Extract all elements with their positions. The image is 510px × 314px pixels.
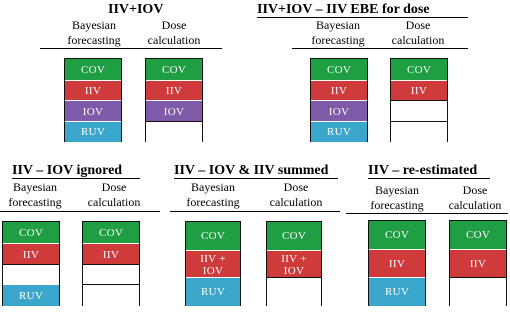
empty-block (391, 100, 447, 122)
ruv-block: RUV (186, 277, 240, 306)
iiv-block: IIV (311, 80, 367, 101)
col2-header-line2: calculation (269, 195, 323, 209)
bayesian-forecasting-stack (185, 221, 241, 306)
col2-header-line1: Dose (283, 180, 309, 194)
iiv-block: IIV (65, 80, 121, 101)
empty-block (450, 277, 506, 306)
dose-calculation-stack (82, 221, 140, 306)
iov-block: IOV (146, 100, 202, 122)
cov-block: COV (3, 222, 59, 243)
col1-header-line1: Bayesian (375, 183, 419, 197)
col1-header-line2: forecasting (186, 195, 240, 209)
col1-header-line2: forecasting (370, 198, 424, 212)
cov-block: COV (369, 221, 425, 249)
col2-header-line2: calculation (391, 33, 445, 47)
col2-header-line1: Dose (161, 18, 187, 32)
empty-block (83, 284, 139, 306)
iiv-block: IIV (369, 249, 425, 278)
iiv-block: IIV + IOV (267, 250, 321, 278)
empty-block (391, 121, 447, 142)
iiv-block: IIV (83, 243, 139, 265)
ruv-block: RUV (3, 284, 59, 306)
col2-header-line1: Dose (405, 18, 431, 32)
col1-header-line1: Bayesian (72, 18, 116, 32)
panel-title: IIV – re-estimated (368, 163, 478, 178)
cov-block: COV (450, 221, 506, 249)
col2-header-line2: calculation (448, 198, 502, 212)
col2-header-line1: Dose (101, 180, 127, 194)
col1-header-line1: Bayesian (13, 180, 57, 194)
dose-calculation-stack (390, 58, 448, 142)
iov-block: IOV (311, 100, 367, 122)
empty-block (83, 264, 139, 285)
title-underline (12, 178, 140, 179)
header-underline (346, 213, 508, 214)
col2-header-line2: calculation (147, 33, 201, 47)
cov-block: COV (146, 59, 202, 80)
iiv-block: IIV (3, 243, 59, 265)
col2-header-line2: calculation (87, 195, 141, 209)
empty-block (267, 277, 321, 306)
iiv-block: IIV + IOV (186, 250, 240, 278)
col1-header-line1: Bayesian (316, 18, 360, 32)
ruv-block: RUV (65, 121, 121, 142)
panel-title: IIV+IOV – IIV EBE for dose (257, 2, 430, 17)
dose-calculation-stack (266, 221, 322, 306)
cov-block: COV (391, 59, 447, 80)
ruv-block: RUV (311, 121, 367, 142)
bayesian-forecasting-stack (64, 58, 122, 142)
iiv-block: IIV (450, 249, 506, 278)
iiv-block: IIV (146, 80, 202, 101)
cov-block: COV (83, 222, 139, 243)
panel-title: IIV – IOV ignored (12, 163, 123, 178)
bayesian-forecasting-stack (310, 58, 368, 142)
title-underline (257, 17, 468, 18)
header-underline (170, 211, 340, 212)
title-underline (368, 178, 490, 179)
col1-header-line1: Bayesian (191, 180, 235, 194)
dose-calculation-stack (145, 58, 203, 142)
bayesian-forecasting-stack (2, 221, 60, 306)
iov-block: IOV (65, 100, 121, 122)
header-underline (0, 211, 160, 212)
cov-block: COV (311, 59, 367, 80)
empty-block (3, 264, 59, 285)
cov-block: COV (65, 59, 121, 80)
cov-block: COV (267, 222, 321, 250)
header-underline (292, 48, 468, 49)
bayesian-forecasting-stack (368, 220, 426, 306)
ruv-block: RUV (369, 277, 425, 306)
panel-title: IIV – IOV & IIV summed (174, 163, 329, 178)
col1-header-line2: forecasting (311, 33, 365, 47)
dose-calculation-stack (449, 220, 507, 306)
col1-header-line2: forecasting (8, 195, 62, 209)
title-underline (174, 178, 338, 179)
panel-title: IIV+IOV (108, 2, 164, 17)
cov-block: COV (186, 222, 240, 250)
header-underline (40, 48, 222, 49)
empty-block (146, 121, 202, 142)
col2-header-line1: Dose (462, 183, 488, 197)
iiv-block: IIV (391, 80, 447, 101)
col1-header-line2: forecasting (67, 33, 121, 47)
